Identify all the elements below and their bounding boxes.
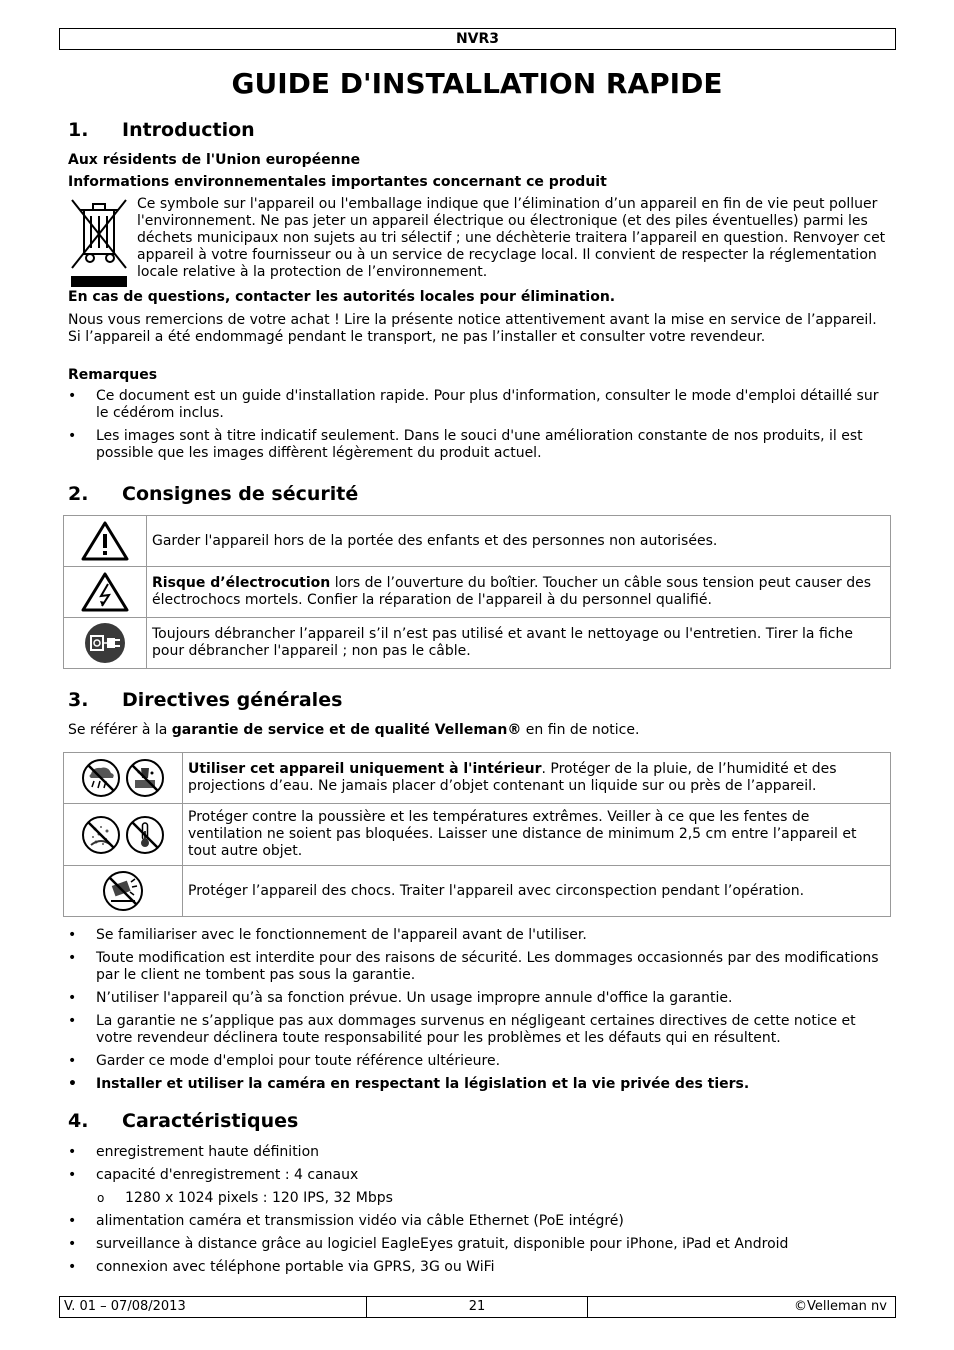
- header-model: NVR3: [455, 31, 500, 47]
- list-item: o 1280 x 1024 pixels : 120 IPS, 32 Mbps: [68, 1190, 890, 1207]
- list-item: • Les images sont à titre indicatif seulement. Dans le souci d'une amélioration constante de nos produits, il est possible que les images diffèrent légèrement du produit actuel.: [68, 428, 890, 462]
- section-3-heading: [68, 688, 342, 712]
- warranty-reference: [68, 722, 890, 739]
- table-row: [64, 804, 891, 866]
- general-text-bold: Utiliser cet appareil uniquement à l'intérieur: [188, 761, 542, 777]
- general-text: Protéger contre la poussière et les températures extrêmes. Veiller à ce que les fentes de ventilation ne soient pas bloquées. Laisser une distance de minimum 2,5 cm entre l’appareil et tout autre objet.: [188, 809, 857, 859]
- section-1-heading: [68, 118, 255, 142]
- section-4-number: 4.: [68, 1110, 89, 1132]
- list-item: • La garantie ne s’applique pas aux dommages survenus en négligeant certaines directives de cette notice et votre revendeur déclinera toute responsabilité pour les problèmes et les défauts qui en résultent.: [68, 1013, 890, 1047]
- list-item: • enregistrement haute définition: [68, 1144, 890, 1161]
- table-row: [64, 516, 891, 567]
- list-item: • Se familiariser avec le fonctionnement de l'appareil avant de l'utiliser.: [68, 927, 890, 944]
- general-text: Protéger l’appareil des chocs. Traiter l'appareil avec circonspection pendant l’opération.: [188, 882, 805, 899]
- text-cell: [147, 618, 891, 669]
- section-4-heading: [68, 1109, 298, 1133]
- list-item: • capacité d'enregistrement : 4 canaux: [68, 1167, 890, 1184]
- table-row: [64, 753, 891, 804]
- list-item: • N’utiliser l'appareil qu’à sa fonction prévue. Un usage impropre annule d'office la garantie.: [68, 990, 890, 1007]
- icon-cell: [64, 753, 183, 804]
- ref-post: en fin de notice.: [521, 722, 640, 738]
- electrocution-warning-icon: [80, 571, 130, 613]
- thanks-text: Nous vous remercions de votre achat ! Lire la présente notice attentivement avant la mise en service de l’appareil. Si l’appareil a été endommagé pendant le transport, ne pas l’installer et consulter votre revendeur.: [68, 312, 877, 345]
- table-row: [64, 567, 891, 618]
- section-2-title: Consignes de sécurité: [122, 483, 359, 505]
- general-text: . Protéger de la pluie, de l’humidité et des projections d’eau. Ne jamais placer d’objet contenant un liquide sur ou près de l’appareil.: [188, 761, 837, 794]
- safety-text-bold: Risque d’électrocution: [152, 575, 331, 591]
- text-cell: [183, 866, 891, 917]
- unplug-icon: [83, 621, 127, 665]
- section-3-title: Directives générales: [122, 689, 343, 711]
- safety-text: Garder l'appareil hors de la portée des enfants et des personnes non autorisées.: [152, 532, 718, 549]
- features-list: [68, 1144, 890, 1282]
- safety-table: [63, 515, 891, 669]
- safety-text: lors de l’ouverture du boîtier. Toucher un câble sous tension peut causer des électrochocs mortels. Confier la réparation de l'appareil à du personnel qualifié.: [152, 575, 872, 608]
- section-3-number: 3.: [68, 689, 89, 711]
- list-item: • Garder ce mode d'emploi pour toute référence ultérieure.: [68, 1053, 890, 1070]
- section-4-title: Caractéristiques: [122, 1110, 299, 1132]
- icon-cell: [64, 866, 183, 917]
- general-table: [63, 752, 891, 917]
- remarks-title: Remarques: [68, 367, 158, 383]
- footer-copyright: [587, 1296, 896, 1318]
- text-cell: [147, 516, 891, 567]
- no-shock-icon: [102, 870, 144, 912]
- list-item: • Toute modification est interdite pour des raisons de sécurité. Les dommages occasionnés par des modifications par le client ne tombent pas sous la garantie.: [68, 950, 890, 984]
- general-bullets: [68, 927, 890, 1099]
- icon-cell: [64, 516, 147, 567]
- warning-triangle-icon: [80, 520, 130, 562]
- text-cell: [183, 804, 891, 866]
- list-item: • connexion avec téléphone portable via GPRS, 3G ou WiFi: [68, 1259, 890, 1276]
- document-title: GUIDE D'INSTALLATION RAPIDE: [231, 67, 723, 100]
- text-cell: [147, 567, 891, 618]
- footer-page: [366, 1296, 588, 1318]
- no-rain-icon: [81, 758, 121, 798]
- ref-pre: Se référer à la: [68, 722, 172, 738]
- no-liquid-icon: [125, 758, 165, 798]
- questions-text: En cas de questions, contacter les autorités locales pour élimination.: [68, 289, 616, 305]
- icon-cell: [64, 618, 147, 669]
- icon-cell: [64, 567, 147, 618]
- table-row: [64, 618, 891, 669]
- table-row: [64, 866, 891, 917]
- icon-cell: [64, 804, 183, 866]
- env-info-label: Informations environnementales importantes concernant ce produit: [68, 174, 607, 190]
- section-2-heading: [68, 482, 358, 506]
- eu-residents-label: Aux résidents de l'Union européenne: [68, 152, 361, 168]
- text-cell: [183, 753, 891, 804]
- footer-version: [59, 1296, 367, 1318]
- ref-bold: garantie de service et de qualité Velleman®: [171, 722, 522, 738]
- safety-text: Toujours débrancher l’appareil s’il n’est pas utilisé et avant le nettoyage ou l'entretien. Tirer la fiche pour débrancher l'appareil ; non pas le câble.: [152, 626, 853, 659]
- copyright-text: ©Velleman nv: [793, 1299, 887, 1314]
- section-1-title: Introduction: [122, 119, 255, 141]
- weee-text: Ce symbole sur l'appareil ou l'emballage indique que l’élimination d’un appareil en fin de vie peut polluer l'environnement. Ne pas jeter un appareil électrique ou électronique (et des piles éventuelles) parmi les déchets municipaux non sujets au tri sélectif ; une déchèterie traitera l’appareil en question. Renvoyer cet appareil à votre fournisseur ou à un service de recyclage local. Il convient de respecter la réglementation locale relative à la protection de l’environnement.: [137, 196, 886, 280]
- section-2-number: 2.: [68, 483, 89, 505]
- list-item: • alimentation caméra et transmission vidéo via câble Ethernet (PoE intégré): [68, 1213, 890, 1230]
- footer-version-text: V. 01 – 07/08/2013: [64, 1299, 186, 1314]
- section-1-number: 1.: [68, 119, 89, 141]
- list-item: • Installer et utiliser la caméra en respectant la législation et la vie privée des tiers.: [68, 1076, 890, 1093]
- no-dust-icon: [81, 815, 121, 855]
- no-extreme-temperature-icon: [125, 815, 165, 855]
- list-item: • Ce document est un guide d'installation rapide. Pour plus d'information, consulter le mode d'emploi détaillé sur le cédérom inclus.: [68, 388, 890, 422]
- remarks-list: [68, 388, 890, 468]
- page-number: 21: [468, 1299, 486, 1314]
- list-item: • surveillance à distance grâce au logiciel EagleEyes gratuit, disponible pour iPhone, iPad et Android: [68, 1236, 890, 1253]
- header-box: [59, 28, 896, 50]
- weee-bin-icon: [68, 196, 130, 290]
